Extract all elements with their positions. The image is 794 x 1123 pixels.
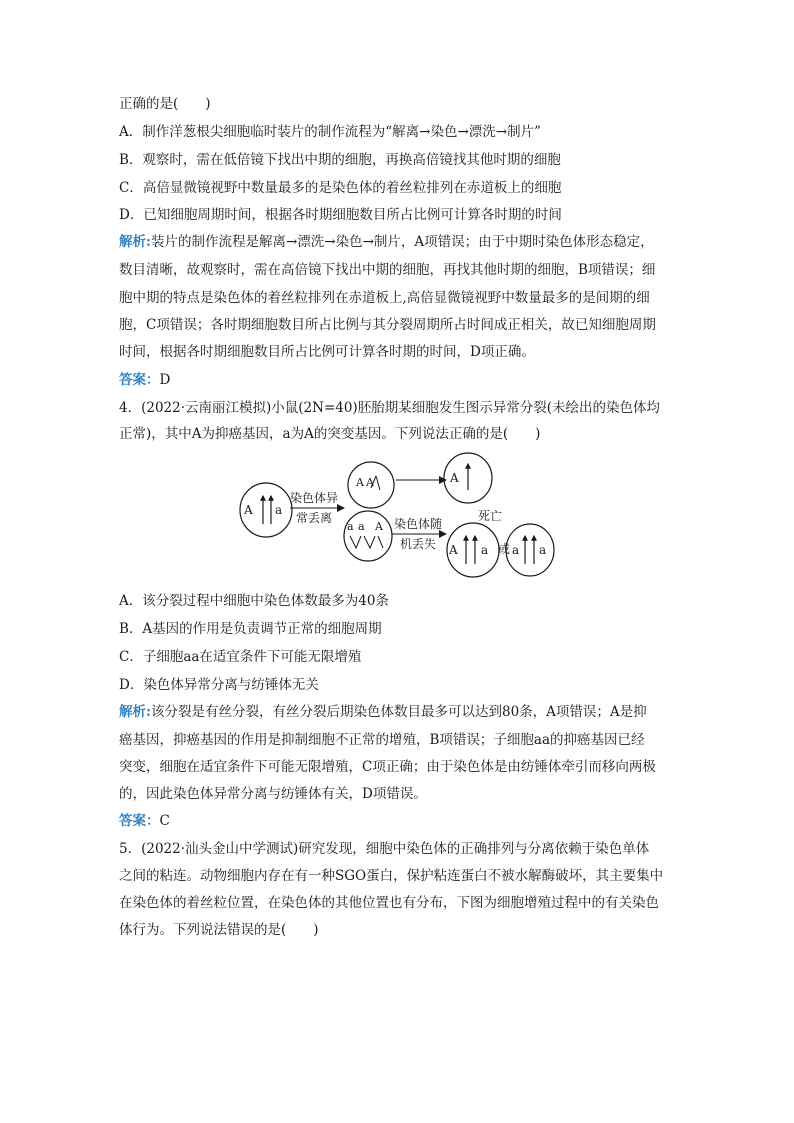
q3-analysis-line-1: 解析:装片的制作流程是解离→漂洗→染色→制片，A项错误；由于中期时染色体形态稳定， [119,234,654,250]
q3-answer [119,370,679,390]
result2-gene-a2: a [539,543,547,557]
lower-gene-a1: a [347,520,354,533]
top-right-gene-A: A [450,471,459,485]
q4-analysis-line-3: 突变，细胞在适宜条件下可能无限增殖，C项正确；由于染色体是由纺锤体牵引而移向两极 [119,759,656,775]
q4-stem-line-2: 正常)，其中A为抑癌基因，a为A的突变基因。下列说法正确的是( ) [119,426,541,442]
q3-analysis-line-2: 数目清晰，故观察时，需在高倍镜下找出中期的细胞，再找其他时期的细胞，B项错误；细 [119,262,656,278]
q3-option-d: D．已知细胞周期时间，根据各时期细胞数目所占比例可计算各时期的时间 [119,207,562,223]
q4-stem-line-1: 4．(2022·云南丽江模拟)小鼠(2N=40)胚胎期某细胞发生图示异常分裂(未绘出的染色体均 [119,400,660,416]
q4-analysis-line-4: 的，因此染色体异常分离与纺锤体有关，D项错误。 [119,786,427,802]
q4-analysis-line-1: 解析:该分裂是有丝分裂，有丝分裂后期染色体数目最多可以达到80条，A项错误；A是抑 [119,704,647,720]
q4-answer-label: 答案： [119,813,160,829]
result1-gene-a: a [481,543,489,557]
result-cell-1 [447,523,499,577]
q5-stem-line-4: 体行为。下列说法错误的是( ) [119,922,319,938]
parent-gene-a: a [275,503,283,517]
q4-answer-value: C [159,813,170,829]
daughter-cell-lower [344,511,392,561]
q4-analysis-line-2: 癌基因，抑癌基因的作用是抑制细胞不正常的增殖，B项错误；子细胞aa的抑癌基因已经 [119,732,645,748]
parent-gene-A: A [244,503,253,517]
cell-division-diagram [230,450,570,590]
q3-stem-tail: 正确的是( ) [119,96,211,112]
q3-analysis-label: 解析: [119,234,151,250]
q3-answer-label: 答案： [119,372,160,388]
top-right-cell [444,453,492,503]
q5-stem-line-1: 5．(2022·汕头金山中学测试)研究发现，细胞中染色体的正确排列与分离依赖于染色单体 [119,841,650,857]
result1-gene-A: A [449,543,458,557]
q3-option-b: B．观察时，需在低倍镜下找出中期的细胞，再换高倍镜找其他时期的细胞 [119,152,561,168]
daughter-cell-upper [348,462,394,508]
label-step2-line1: 染色体随 [394,517,443,531]
q4-option-c: C．子细胞aa在适宜条件下可能无限增殖 [119,649,362,665]
q4-option-b: B．A基因的作用是负责调节正常的细胞周期 [119,621,382,637]
q5-stem-line-2: 之间的粘连。动物细胞内存在有一种SGO蛋白，保护粘连蛋白不被水解酶破坏，其主要集中 [119,868,664,884]
q4-option-a: A．该分裂过程中细胞中染色体数最多为40条 [119,593,389,609]
label-step1-line1: 染色体异 [290,491,339,505]
q3-analysis-line-3: 胞中期的特点是染色体的着丝粒排列在赤道板上,高倍显微镜视野中数量最多的是间期的细 [119,290,650,306]
result2-gene-a1: a [512,543,520,557]
q3-option-c: C．高倍显微镜视野中数量最多的是染色体的着丝粒排列在赤道板上的细胞 [119,180,562,196]
q3-analysis-line-5: 时间，根据各时期细胞数目所占比例可计算各时期的时间，D项正确。 [119,344,535,360]
result-cell-2 [506,524,554,576]
q3-option-a: A．制作洋葱根尖细胞临时装片的制作流程为“解离→染色→漂洗→制片” [119,124,541,140]
q3-analysis-line-4: 胞，C项错误；各时期细胞数目所占比例与其分裂周期所占时间成正相关，故已知细胞周期 [119,317,656,333]
label-step2-line2: 机丢失 [400,537,437,551]
label-death: 死亡 [478,509,503,523]
label-step1-line2: 常丢离 [296,511,333,525]
upper-gene-A2: A [366,476,374,489]
parent-cell [240,483,292,537]
q3-answer-value: D [159,372,171,388]
upper-gene-A1: A [356,476,364,489]
lower-gene-a2: a [358,520,365,533]
label-or: 或 [498,542,511,556]
lower-gene-A: A [375,520,383,533]
q4-option-d: D．染色体异常分离与纺锤体无关 [119,677,319,693]
q5-stem-line-3: 在染色体的着丝粒位置，在染色体的其他位置也有分布，下图为细胞增殖过程中的有关染色 [119,895,659,911]
q4-analysis-label: 解析: [119,704,151,720]
q4-answer [119,811,679,831]
